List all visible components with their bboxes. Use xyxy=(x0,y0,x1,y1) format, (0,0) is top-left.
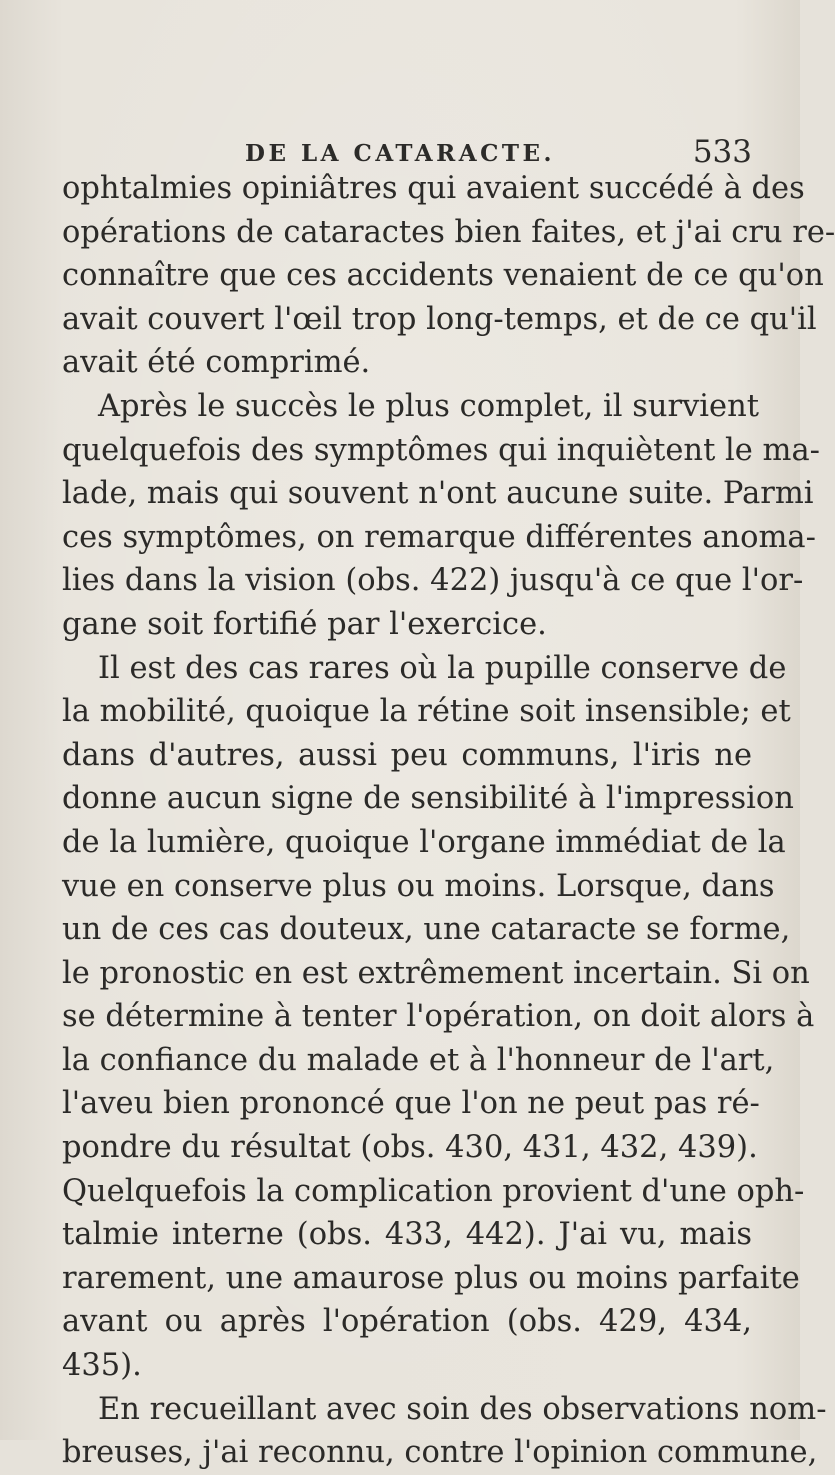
text-line: Quelquefois la complication provient d'une oph- xyxy=(62,1173,805,1209)
text-line: quelquefois des symptômes qui inquiètent le ma- xyxy=(62,432,820,468)
text-line: la confiance du malade et à l'honneur de l'art, xyxy=(62,1042,775,1078)
text-line: un de ces cas douteux, une cataracte se forme, xyxy=(62,912,791,948)
text-line: opérations de cataractes bien faites, et j'ai cru re- xyxy=(62,214,835,250)
text-line: gane soit fortifié par l'exercice. xyxy=(62,606,547,642)
text-line: rarement, une amaurose plus ou moins parfaite xyxy=(62,1260,800,1296)
text-line: connaître que ces accidents venaient de ce qu'on xyxy=(62,258,824,294)
text-line: En recueillant avec soin des observations nom- xyxy=(98,1391,827,1427)
text-line: breuses, j'ai reconnu, contre l'opinion commune, xyxy=(62,1435,818,1471)
text-line: donne aucun signe de sensibilité à l'impression xyxy=(62,781,794,817)
text-line: se détermine à tenter l'opération, on doit alors à xyxy=(62,999,815,1035)
running-title: DE LA CATARACTE. xyxy=(245,140,556,167)
text-line: dans d'autres, aussi peu communs, l'iris ne xyxy=(62,737,752,773)
text-line: 435). xyxy=(62,1348,142,1384)
text-line: avant ou après l'opération (obs. 429, 434, xyxy=(62,1304,752,1340)
text-line: avait été comprimé. xyxy=(62,345,371,381)
text-line: ophtalmies opiniâtres qui avaient succédé à des xyxy=(62,171,805,206)
text-line: Il est des cas rares où la pupille conserve de xyxy=(98,650,787,686)
text-line: vue en conserve plus ou moins. Lorsque, dans xyxy=(62,868,775,904)
text-line: lade, mais qui souvent n'ont aucune suite. Parmi xyxy=(62,476,814,512)
body-text xyxy=(62,167,835,1475)
text-line: pondre du résultat (obs. 430, 431, 432, 439). xyxy=(62,1130,758,1166)
text-line: la mobilité, quoique la rétine soit insensible; et xyxy=(62,694,791,730)
text-line: talmie interne (obs. 433, 442). J'ai vu, mais xyxy=(62,1217,752,1253)
running-head xyxy=(62,132,752,172)
text-line: Après le succès le plus complet, il survient xyxy=(98,388,760,424)
text-line: de la lumière, quoique l'organe immédiat de la xyxy=(62,824,786,860)
text-line: avait couvert l'œil trop long-temps, et de ce qu'il xyxy=(62,301,817,337)
text-line: ces symptômes, on remarque différentes anoma- xyxy=(62,519,816,555)
page-number: 533 xyxy=(692,134,752,170)
text-line: le pronostic en est extrêmement incertain. Si on xyxy=(62,955,810,991)
text-line: lies dans la vision (obs. 422) jusqu'à ce que l'or- xyxy=(62,563,804,599)
text-line: l'aveu bien prononcé que l'on ne peut pas ré- xyxy=(62,1086,760,1122)
